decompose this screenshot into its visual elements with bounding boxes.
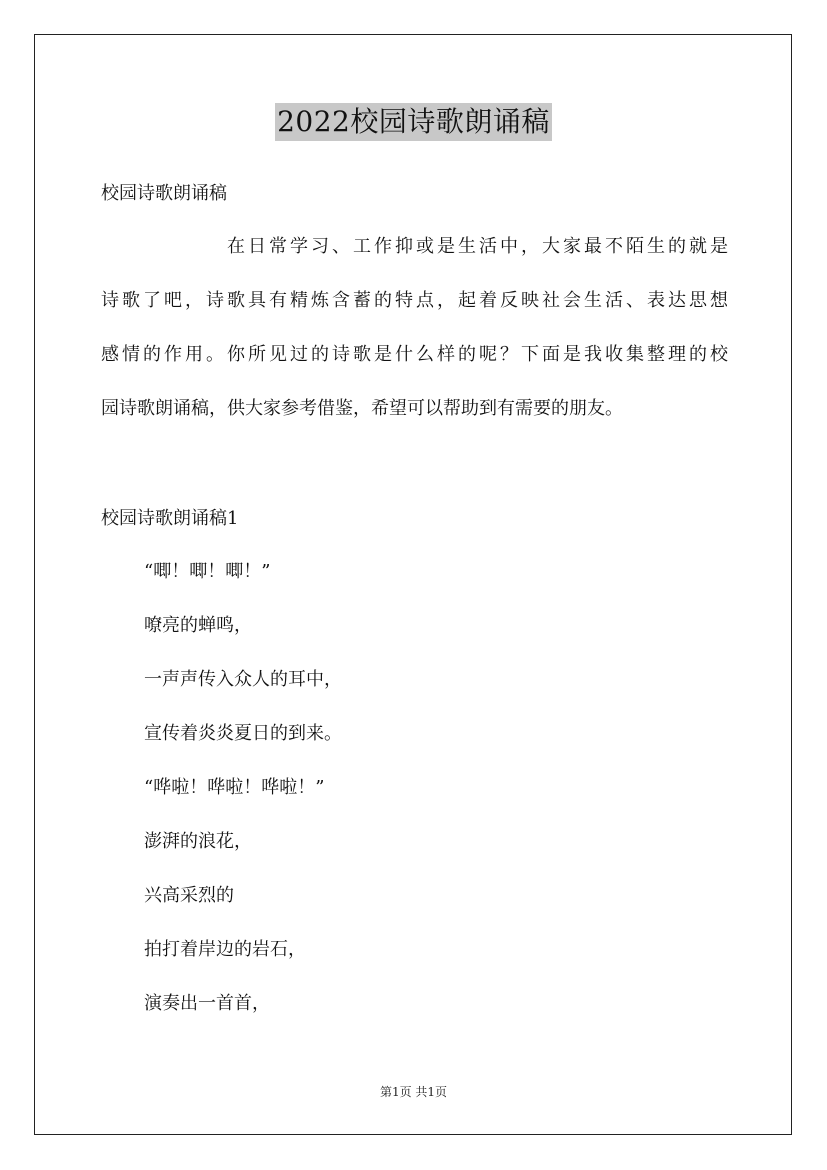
- intro-line: 园诗歌朗诵稿，供大家参考借鉴，希望可以帮助到有需要的朋友。: [101, 398, 623, 419]
- subtitle: 校园诗歌朗诵稿: [101, 183, 227, 204]
- poem-line: “唧！唧！唧！”: [144, 561, 271, 582]
- intro-line: 诗歌了吧，诗歌具有精炼含蓄的特点，起着反映社会生活、表达思想: [101, 290, 728, 311]
- poem-line: 兴高采烈的: [144, 885, 234, 906]
- poem-line: 宣传着炎炎夏日的到来。: [144, 723, 342, 744]
- poem-line: 拍打着岸边的岩石，: [144, 939, 306, 960]
- title-container: [0, 103, 827, 141]
- document-title: 2022校园诗歌朗诵稿: [275, 103, 552, 141]
- poem-line: “哗啦！哗啦！哗啦！”: [144, 777, 325, 798]
- intro-line: 感情的作用。你所见过的诗歌是什么样的呢？下面是我收集整理的校: [101, 344, 728, 365]
- poem-line: 演奏出一首首，: [144, 993, 270, 1014]
- poem-line: 澎湃的浪花，: [144, 831, 252, 852]
- poem-line: 嘹亮的蝉鸣，: [144, 615, 252, 636]
- poem-line: 一声声传入众人的耳中，: [144, 669, 342, 690]
- page-footer: 第1页 共1页: [379, 1085, 448, 1099]
- intro-line: 在日常学习、工作抑或是生活中，大家最不陌生的就是: [227, 236, 728, 257]
- section-heading: 校园诗歌朗诵稿1: [101, 508, 239, 529]
